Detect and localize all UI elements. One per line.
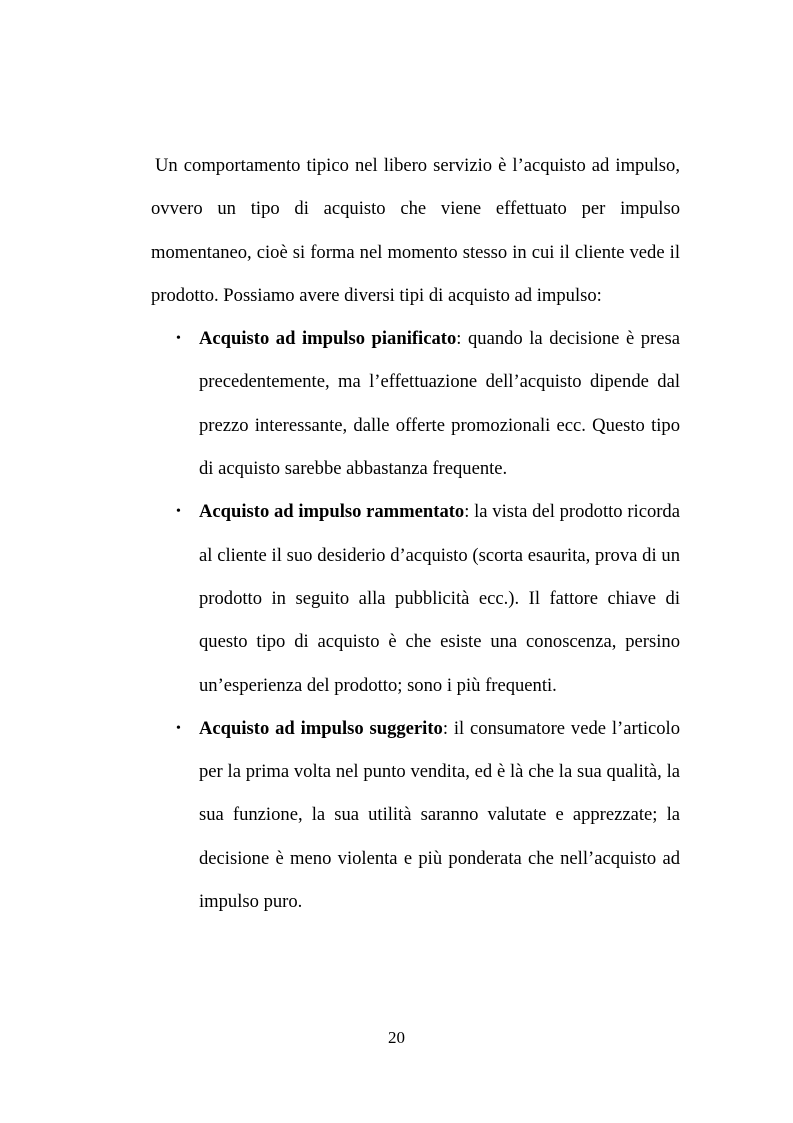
impulse-types-list xyxy=(151,317,680,923)
intro-paragraph: Un comportamento tipico nel libero servizio è l’acquisto ad impulso, ovvero un tipo di acquisto che viene effettuato per impulso momentaneo, cioè si forma nel momento stesso in cui il cliente vede il prodotto. Possiamo avere diversi tipi di acquisto ad impulso: xyxy=(151,155,680,306)
page-number: 20 xyxy=(388,1028,405,1047)
bullet-icon: • xyxy=(176,331,181,347)
description-suggested: : il consumatore vede l’articolo per la prima volta nel punto vendita, ed è là che la sua qualità, la sua funzione, la sua utilità saranno valutate e apprezzate; la decisione è meno violenta e più ponderata che nell’acquisto ad impulso puro. xyxy=(199,717,680,913)
page-content xyxy=(151,144,680,923)
bullet-icon: • xyxy=(176,504,181,520)
term-planned: Acquisto ad impulso pianificato xyxy=(199,328,457,350)
list-item-suggested xyxy=(151,707,680,923)
description-reminded: : la vista del prodotto ricorda al cliente il suo desiderio d’acquisto (scorta esaurita, prova di un prodotto in seguito alla pubblicità ecc.). Il fattore chiave di questo tipo di acquisto è che esiste una conoscenza, persino un’esperienza del prodotto; sono i più frequenti. xyxy=(199,501,680,696)
term-suggested: Acquisto ad impulso suggerito xyxy=(199,717,443,739)
list-item-planned xyxy=(151,317,680,490)
description-planned: : quando la decisione è presa precedentemente, ma l’effettuazione dell’acquisto dipende dal prezzo interessante, dalle offerte promozionali ecc. Questo tipo di acquisto sarebbe abbastanza frequente. xyxy=(199,328,680,480)
bullet-icon: • xyxy=(176,720,181,736)
list-item-reminded xyxy=(151,490,680,706)
term-reminded: Acquisto ad impulso rammentato xyxy=(199,501,465,523)
